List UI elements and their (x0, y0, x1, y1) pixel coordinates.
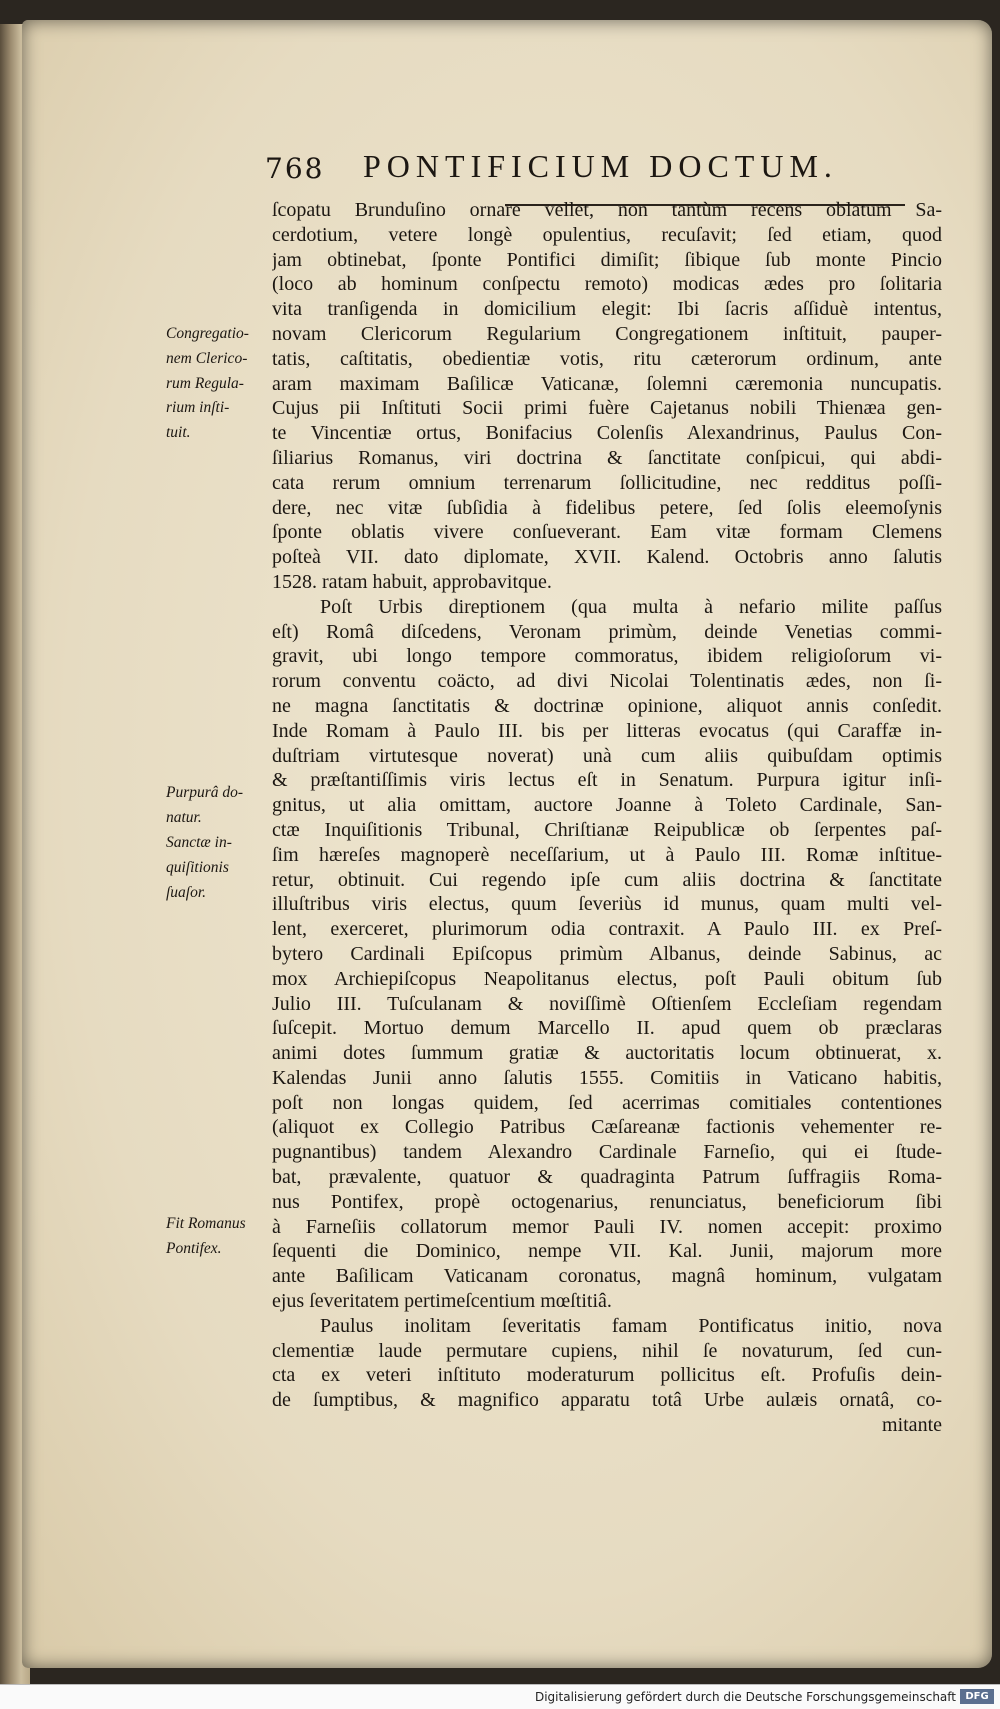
text-line: lent, exerceret, plurimorum odia contraxit. A Paulo III. ex Preſ- (272, 918, 942, 941)
text-line: Cujus pii Inſtituti Socii primi fuère Cajetanus nobili Thienæa gen- (272, 397, 942, 420)
margin-note-line: tuit. (166, 424, 191, 442)
text-line: animi dotes ſummum gratiæ & auctoritatis locum obtinuerat, x. (272, 1042, 942, 1065)
text-line: gravit, ubi longo tempore commoratus, ibidem religioſorum vi- (272, 645, 942, 668)
margin-note-line: quiſitionis (166, 858, 229, 876)
catchword: mitante (882, 1414, 942, 1437)
text-line: ſponte oblatis vivere conſueverant. Eam vitæ formam Clemens (272, 521, 942, 544)
text-line: à Farneſiis collatorum memor Pauli IV. nomen accepit: proximo (272, 1215, 942, 1238)
text-line: ctæ Inquiſitionis Tribunal, Chriſtianæ Reipublicæ ob ſerpentes paſ- (272, 818, 942, 841)
text-line: retur, obtinuit. Cui regendo ipſe cum aliis doctrina & ſanctitate (272, 868, 942, 891)
text-line: pugnantibus) tandem Alexandro Cardinale Farneſio, qui ei ſtude- (272, 1141, 942, 1164)
margin-note-line: nem Clerico- (166, 349, 248, 367)
text-line: cata rerum omnium terrenarum ſollicitudine, nec redditus poſſi- (272, 471, 942, 494)
body-text (272, 198, 942, 1438)
running-title: PONTIFICIUM DOCTUM. (363, 148, 838, 184)
margin-note-line: Pontifex. (166, 1239, 222, 1257)
text-line: tatis, caſtitatis, obedientiæ votis, ritu cæterorum ordinum, ante (272, 347, 942, 370)
margin-note-line: Sanctæ in- (166, 834, 232, 851)
text-line: cerdotium, vetere longè opulentius, recuſavit; ſed etiam, quod (272, 223, 942, 246)
text-line: poſteà VII. dato diplomate, XVII. Kalend. Octobris anno ſalutis (272, 546, 942, 569)
text-line: (loco ab hominum conſpectu remoto) modicas ædes pro ſolitaria (272, 273, 942, 296)
text-line: gnitus, ut alia omittam, auctore Joanne à Toleto Cardinale, San- (272, 794, 942, 817)
text-line: illuſtribus viris electus, quum ſeveriùs id munus, quam multi vel- (272, 893, 942, 916)
margin-note-line: natur. (166, 808, 202, 826)
margin-note-purple (166, 781, 270, 831)
margin-note-line: rum Regula- (166, 374, 244, 392)
text-line: ſuſcepit. Mortuo demum Marcello II. apud quem ob præclaras (272, 1017, 942, 1040)
text-line: 1528. ratam habuit, approbavitque. (272, 570, 552, 593)
margin-note-line: Congregatio- (166, 325, 249, 342)
text-line: rorum conventu coäcto, ad divi Nicolai Tolentinatis ædes, non ſi- (272, 670, 942, 693)
digitization-footer (0, 1684, 1000, 1709)
text-line: Kalendas Junii anno ſalutis 1555. Comitiis in Vaticano habitis, (272, 1066, 942, 1089)
footer-credit: Digitalisierung gefördert durch die Deutsche Forschungsgemeinschaft (534, 1690, 956, 1704)
text-line: novam Clericorum Regularium Congregationem inſtituit, pauper- (272, 322, 942, 345)
text-line: Julio III. Tuſculanam & noviſſimè Oſtienſem Eccleſiam regendam (272, 992, 942, 1015)
text-line: dere, nec vitæ ſubſidia à fidelibus petere, ſed ſolis eleemoſynis (272, 496, 942, 519)
text-line: Poſt Urbis direptionem (qua multa à nefario milite paſſus (320, 595, 942, 618)
text-line: ante Baſilicam Vaticanam coronatus, magnâ hominum, vulgatam (272, 1265, 942, 1288)
margin-note-inquisition (166, 831, 270, 905)
text-line: cta ex veteri inſtituto moderaturum pollicitus eſt. Profuſis dein- (272, 1364, 942, 1387)
text-line: jam obtinebat, ſponte Pontifici dimiſit; ſibique ſub monte Pincio (272, 248, 942, 271)
text-line: duſtriam virtutesque noverat) unà cum aliis quibuſdam optimis (272, 744, 942, 767)
text-line: vita tranſigenda in domicilium elegit: Ibi ſacris aſſiduè intentus, (272, 298, 942, 321)
text-line: bat, prævalente, quatuor & quadraginta Patrum ſuffragiis Roma- (272, 1166, 942, 1189)
page-number: 768 (265, 152, 325, 185)
text-line: & præſtantiſſimis viris lectus eſt in Senatum. Purpura igitur inſi- (272, 769, 942, 792)
margin-note-line: rium inſti- (166, 399, 230, 417)
page-header (265, 148, 905, 192)
text-line: de ſumptibus, & magnifico apparatu totâ Urbe aulæis ornatâ, co- (272, 1389, 942, 1412)
text-line: poſt non longas quidem, ſed acerrimas comitiales contentiones (272, 1091, 942, 1114)
text-line: ejus ſeveritatem pertimeſcentium mœſtitiâ. (272, 1290, 612, 1313)
text-line: ſcopatu Brunduſino ornare vellet, non tantùm recens oblatum Sa- (272, 199, 942, 221)
text-line: te Vincentiæ ortus, Bonifacius Colenſis Alexandrinus, Paulus Con- (272, 422, 942, 445)
text-line: eſt) Româ diſcedens, Veronam primùm, deinde Venetias commi- (272, 620, 942, 643)
text-line: ſequenti die Dominico, nempe VII. Kal. Junii, majorum more (272, 1240, 942, 1263)
text-line: ſim hæreſes magnoperè neceſſarium, ut à Paulo III. Romæ inſtitue- (272, 843, 942, 866)
margin-note-line: ſuaſor. (166, 883, 207, 901)
text-line: mox Archiepiſcopus Neapolitanus electus, poſt Pauli obitum ſub (272, 967, 942, 990)
text-line: ne magna ſanctitatis & doctrinæ opinione, aliquot annis conſedit. (272, 694, 942, 717)
margin-note-congregation (166, 322, 270, 446)
margin-note-line: Purpurâ do- (166, 784, 244, 801)
text-line: Inde Romam à Paulo III. bis per litteras evocatus (qui Caraffæ in- (272, 719, 942, 742)
text-line: aram maximam Baſilicæ Vaticanæ, ſolemni cæremonia nuncupatis. (272, 372, 942, 395)
dfg-logo-icon: DFG (960, 1689, 994, 1704)
text-line: clementiæ laude permutare cupiens, nihil ſe novaturum, ſed cun- (272, 1339, 942, 1362)
margin-note-pontiff (166, 1212, 270, 1262)
margin-note-line: Fit Romanus (166, 1215, 246, 1232)
text-line: bytero Cardinali Epiſcopus primùm Albanus, deinde Sabinus, ac (272, 942, 942, 965)
text-line: (aliquot ex Collegio Patribus Cæſareanæ factionis vehementer re- (272, 1116, 942, 1139)
text-line: Paulus inolitam ſeveritatis famam Pontificatus initio, nova (320, 1314, 942, 1337)
text-line: nus Pontifex, propè octogenarius, renunciatus, beneficiorum ſibi (272, 1190, 942, 1213)
text-line: ſiliarius Romanus, viri doctrina & ſanctitate conſpicui, qui abdi- (272, 446, 942, 469)
